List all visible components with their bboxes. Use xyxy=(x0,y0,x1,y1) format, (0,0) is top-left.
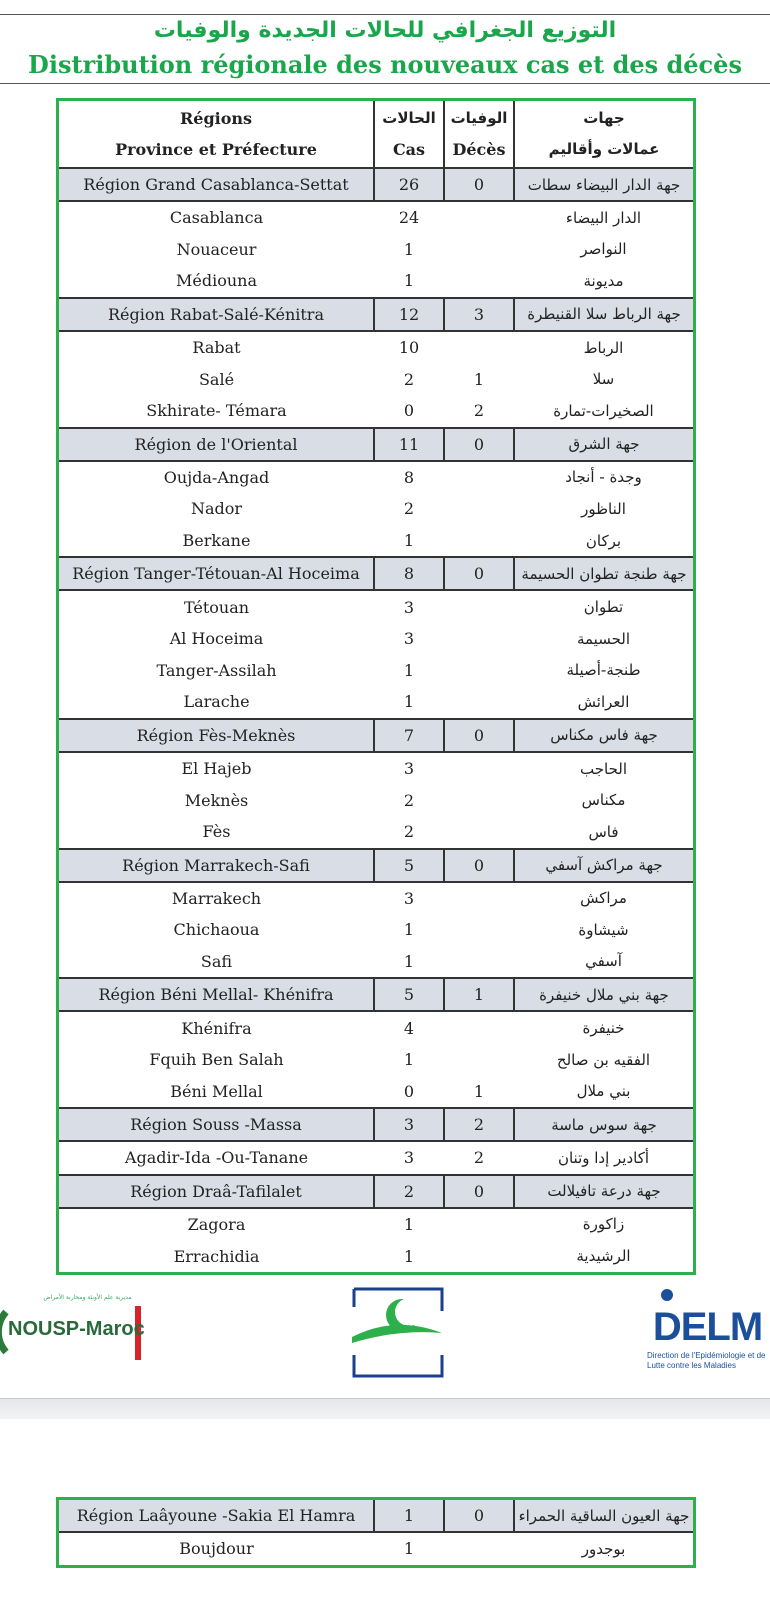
province-deaths xyxy=(444,461,514,494)
province-name-ar: طنجة-أصيلة xyxy=(566,661,641,680)
province-name-fr: Fquih Ben Salah xyxy=(149,1050,284,1070)
province-cases: 0 xyxy=(403,1081,415,1101)
region-name-fr: Région Draâ-Tafilalet xyxy=(58,1175,375,1208)
continuation-table xyxy=(56,1497,696,1568)
header-regions-ar xyxy=(514,100,695,169)
province-row xyxy=(58,882,695,915)
province-deaths: 1 xyxy=(473,1081,485,1101)
province-name-ar: وجدة - أنجاد xyxy=(565,468,642,487)
province-name-fr: Médiouna xyxy=(176,271,257,291)
province-name-ar: النواصر xyxy=(580,240,627,259)
province-name-fr: Nouaceur xyxy=(176,239,257,259)
region-name-fr: Région Grand Casablanca-Settat xyxy=(58,168,375,201)
province-deaths xyxy=(444,331,514,364)
region-name-fr: Région Laâyoune -Sakia El Hamra xyxy=(58,1499,375,1533)
province-cases: 1 xyxy=(403,692,415,712)
province-deaths xyxy=(444,784,514,816)
region-name-ar: جهة العيون الساقية الحمراء xyxy=(514,1499,695,1533)
province-name-ar: تطوان xyxy=(583,598,624,617)
region-deaths: 1 xyxy=(444,978,514,1011)
region-name-ar: جهة طنجة تطوان الحسيمة xyxy=(514,557,695,590)
province-row xyxy=(58,201,695,234)
region-row xyxy=(58,1499,695,1533)
province-row xyxy=(58,590,695,623)
page-title-arabic: التوزيع الجغرافي للحالات الجديدة والوفيات xyxy=(153,18,617,43)
province-deaths xyxy=(444,686,514,719)
province-row xyxy=(58,816,695,849)
header-cases xyxy=(374,100,444,169)
province-name-ar: أكادير إدا وتنان xyxy=(557,1148,650,1167)
region-name-fr: Région Tanger-Tétouan-Al Hoceima xyxy=(58,557,375,590)
province-name-fr: Larache xyxy=(183,692,250,712)
province-cases: 1 xyxy=(403,660,415,680)
province-name-fr: Chichaoua xyxy=(173,920,260,940)
province-deaths xyxy=(444,590,514,623)
province-name-ar: الرشيدية xyxy=(576,1247,631,1266)
region-name-fr: Région Fès-Meknès xyxy=(58,719,375,752)
province-name-fr: Meknès xyxy=(184,790,249,810)
province-cases: 3 xyxy=(403,759,415,779)
province-cases: 1 xyxy=(403,1214,415,1234)
province-row xyxy=(58,752,695,785)
ministry-logo xyxy=(350,1285,445,1380)
province-name-fr: Al Hoceima xyxy=(169,629,264,649)
province-cases: 2 xyxy=(403,822,415,842)
region-cases: 5 xyxy=(374,849,444,882)
province-name-ar: بركان xyxy=(585,531,622,550)
province-row xyxy=(58,784,695,816)
top-rule xyxy=(0,14,770,15)
province-row xyxy=(58,655,695,687)
nousp-caption: مديرية علم الأوبئة ومحاربة الأمراض xyxy=(43,1294,132,1301)
header-regions xyxy=(58,100,375,169)
province-name-fr: Tétouan xyxy=(183,597,250,617)
region-cases: 3 xyxy=(374,1108,444,1141)
province-name-ar: مكناس xyxy=(581,791,626,810)
province-name-ar: الناظور xyxy=(581,499,626,518)
province-deaths xyxy=(444,1532,514,1566)
province-name-fr: Safi xyxy=(200,951,233,971)
region-row xyxy=(58,1108,695,1141)
region-deaths: 0 xyxy=(444,557,514,590)
province-name-fr: Berkane xyxy=(182,531,251,551)
province-deaths xyxy=(444,525,514,558)
region-name-ar: جهة درعة تافيلالت xyxy=(514,1175,695,1208)
header-regions-ar-label: جهات xyxy=(583,109,625,127)
province-name-fr: Tanger-Assilah xyxy=(156,660,277,680)
province-deaths xyxy=(444,1011,514,1044)
province-row xyxy=(58,234,695,266)
header-deaths-ar: الوفيات xyxy=(450,109,508,127)
nousp-logo-text: NOUSP-Maroc xyxy=(8,1318,145,1340)
region-name-ar: جهة فاس مكناس xyxy=(514,719,695,752)
province-row xyxy=(58,1044,695,1076)
region-deaths: 0 xyxy=(444,168,514,201)
header-deaths-fr: Décès xyxy=(452,140,506,159)
province-name-ar: الحسيمة xyxy=(576,629,631,648)
province-name-ar: مديونة xyxy=(583,271,624,290)
region-name-fr: Région Rabat-Salé-Kénitra xyxy=(58,298,375,331)
region-deaths: 0 xyxy=(444,719,514,752)
province-cases: 2 xyxy=(403,369,415,389)
province-cases: 1 xyxy=(403,271,415,291)
province-cases: 3 xyxy=(403,1148,415,1168)
province-cases: 1 xyxy=(403,239,415,259)
province-name-fr: Casablanca xyxy=(169,208,264,228)
province-row xyxy=(58,914,695,946)
province-cases: 3 xyxy=(403,629,415,649)
region-deaths: 0 xyxy=(444,428,514,461)
province-cases: 8 xyxy=(403,467,415,487)
region-deaths: 0 xyxy=(444,1499,514,1533)
province-deaths xyxy=(444,1208,514,1241)
province-cases: 1 xyxy=(403,531,415,551)
province-row xyxy=(58,1240,695,1273)
region-cases: 26 xyxy=(374,168,444,201)
header-cases-ar: الحالات xyxy=(382,109,436,127)
province-name-fr: Rabat xyxy=(192,338,241,358)
province-deaths xyxy=(444,493,514,525)
region-cases: 1 xyxy=(374,1499,444,1533)
province-cases: 3 xyxy=(403,888,415,908)
region-row xyxy=(58,557,695,590)
region-name-ar: جهة الرباط سلا القنيطرة xyxy=(514,298,695,331)
province-name-ar: آسفي xyxy=(585,952,622,971)
region-row xyxy=(58,978,695,1011)
province-name-ar: بني ملال xyxy=(576,1082,631,1101)
province-row xyxy=(58,493,695,525)
province-deaths xyxy=(444,265,514,298)
province-deaths xyxy=(444,1240,514,1273)
region-deaths: 0 xyxy=(444,1175,514,1208)
province-name-ar: زاكورة xyxy=(582,1215,625,1234)
province-row xyxy=(58,1075,695,1108)
province-deaths xyxy=(444,882,514,915)
province-name-fr: Errachidia xyxy=(173,1246,260,1266)
province-cases: 3 xyxy=(403,597,415,617)
province-name-ar: سلا xyxy=(592,370,615,389)
table-header-row xyxy=(58,100,695,169)
province-name-fr: El Hajeb xyxy=(181,759,252,779)
province-name-fr: Béni Mellal xyxy=(170,1081,263,1101)
header-deaths xyxy=(444,100,514,169)
province-name-ar: العرائش xyxy=(577,692,630,711)
province-row xyxy=(58,946,695,979)
province-cases: 4 xyxy=(403,1018,415,1038)
province-deaths xyxy=(444,655,514,687)
province-name-ar: شيشاوة xyxy=(578,920,629,939)
header-cases-fr: Cas xyxy=(392,140,426,159)
title-rule xyxy=(0,83,770,84)
province-name-fr: Oujda-Angad xyxy=(163,467,270,487)
region-cases: 8 xyxy=(374,557,444,590)
region-cases: 12 xyxy=(374,298,444,331)
region-name-fr: Région Marrakech-Safi xyxy=(58,849,375,882)
province-deaths xyxy=(444,752,514,785)
region-row xyxy=(58,298,695,331)
province-row xyxy=(58,461,695,494)
region-row xyxy=(58,168,695,201)
province-name-ar: الفقيه بن صالح xyxy=(556,1050,651,1069)
region-name-ar: جهة سوس ماسة xyxy=(514,1108,695,1141)
province-row xyxy=(58,395,695,428)
province-cases: 1 xyxy=(403,1246,415,1266)
province-row xyxy=(58,686,695,719)
region-name-ar: جهة الشرق xyxy=(514,428,695,461)
province-name-ar: مراكش xyxy=(580,889,627,908)
region-name-fr: Région de l'Oriental xyxy=(58,428,375,461)
header-provinces-ar-label: عمالات وأقاليم xyxy=(548,140,660,158)
province-deaths: 1 xyxy=(473,369,485,389)
province-deaths xyxy=(444,914,514,946)
region-cases: 5 xyxy=(374,978,444,1011)
page-divider xyxy=(0,1398,770,1419)
province-cases: 10 xyxy=(398,338,420,358)
province-cases: 1 xyxy=(403,1050,415,1070)
region-cases: 2 xyxy=(374,1175,444,1208)
province-name-ar: الدار البيضاء xyxy=(565,208,642,227)
province-row xyxy=(58,1141,695,1175)
province-name-ar: فاس xyxy=(588,822,619,841)
province-name-ar: الحاجب xyxy=(580,759,627,778)
province-row xyxy=(58,363,695,395)
province-cases: 2 xyxy=(403,790,415,810)
delm-person-icon xyxy=(645,1287,770,1301)
province-deaths: 2 xyxy=(473,1148,485,1168)
province-name-fr: Marrakech xyxy=(171,888,262,908)
header-province-label: Province et Préfecture xyxy=(115,140,317,159)
province-deaths: 2 xyxy=(473,401,485,421)
province-deaths xyxy=(444,816,514,849)
delm-logo xyxy=(645,1293,770,1373)
crescent-emblem-icon xyxy=(350,1285,445,1380)
province-name-fr: Khénifra xyxy=(181,1018,252,1038)
province-row xyxy=(58,1208,695,1241)
region-row xyxy=(58,719,695,752)
province-row xyxy=(58,623,695,655)
region-name-ar: جهة بني ملال خنيفرة xyxy=(514,978,695,1011)
province-name-ar: الصخيرات-تمارة xyxy=(553,401,654,420)
page-title-french: Distribution régionale des nouveaux cas et des décès xyxy=(28,50,742,79)
province-cases: 2 xyxy=(403,499,415,519)
region-name-ar: جهة مراكش آسفي xyxy=(514,849,695,882)
province-name-fr: Skhirate- Témara xyxy=(146,401,287,421)
province-row xyxy=(58,1532,695,1566)
region-deaths: 2 xyxy=(444,1108,514,1141)
province-deaths xyxy=(444,234,514,266)
province-name-fr: Agadir-Ida -Ou-Tanane xyxy=(124,1148,309,1168)
region-deaths: 3 xyxy=(444,298,514,331)
province-cases: 1 xyxy=(403,951,415,971)
header-regions-label: Régions xyxy=(179,109,253,128)
province-cases: 24 xyxy=(398,208,420,228)
province-deaths xyxy=(444,201,514,234)
delm-logo-text: DELM xyxy=(652,1305,763,1349)
province-deaths xyxy=(444,623,514,655)
nousp-logo xyxy=(0,1290,150,1370)
province-deaths xyxy=(444,946,514,979)
delm-subtitle: Direction de l'Epidémiologie et de Lutte contre les Maladies xyxy=(647,1351,766,1370)
province-row xyxy=(58,525,695,558)
region-row xyxy=(58,428,695,461)
region-cases: 11 xyxy=(374,428,444,461)
province-row xyxy=(58,1011,695,1044)
province-name-ar: الرباط xyxy=(583,338,624,357)
province-name-fr: Salé xyxy=(198,369,235,389)
province-row xyxy=(58,331,695,364)
region-deaths: 0 xyxy=(444,849,514,882)
region-cases: 7 xyxy=(374,719,444,752)
region-name-fr: Région Béni Mellal- Khénifra xyxy=(58,978,375,1011)
province-row xyxy=(58,265,695,298)
province-name-fr: Nador xyxy=(190,499,243,519)
province-name-ar: خنيفرة xyxy=(582,1019,625,1038)
province-cases: 1 xyxy=(403,1539,415,1559)
province-name-fr: Boujdour xyxy=(179,1539,254,1559)
province-deaths xyxy=(444,1044,514,1076)
region-name-ar: جهة الدار البيضاء سطات xyxy=(514,168,695,201)
province-name-fr: Fès xyxy=(202,822,231,842)
distribution-table xyxy=(56,98,696,1275)
region-name-fr: Région Souss -Massa xyxy=(58,1108,375,1141)
province-name-ar: بوجدور xyxy=(581,1539,626,1558)
province-name-fr: Zagora xyxy=(187,1214,246,1234)
region-row xyxy=(58,1175,695,1208)
region-row xyxy=(58,849,695,882)
province-cases: 1 xyxy=(403,920,415,940)
province-cases: 0 xyxy=(403,401,415,421)
